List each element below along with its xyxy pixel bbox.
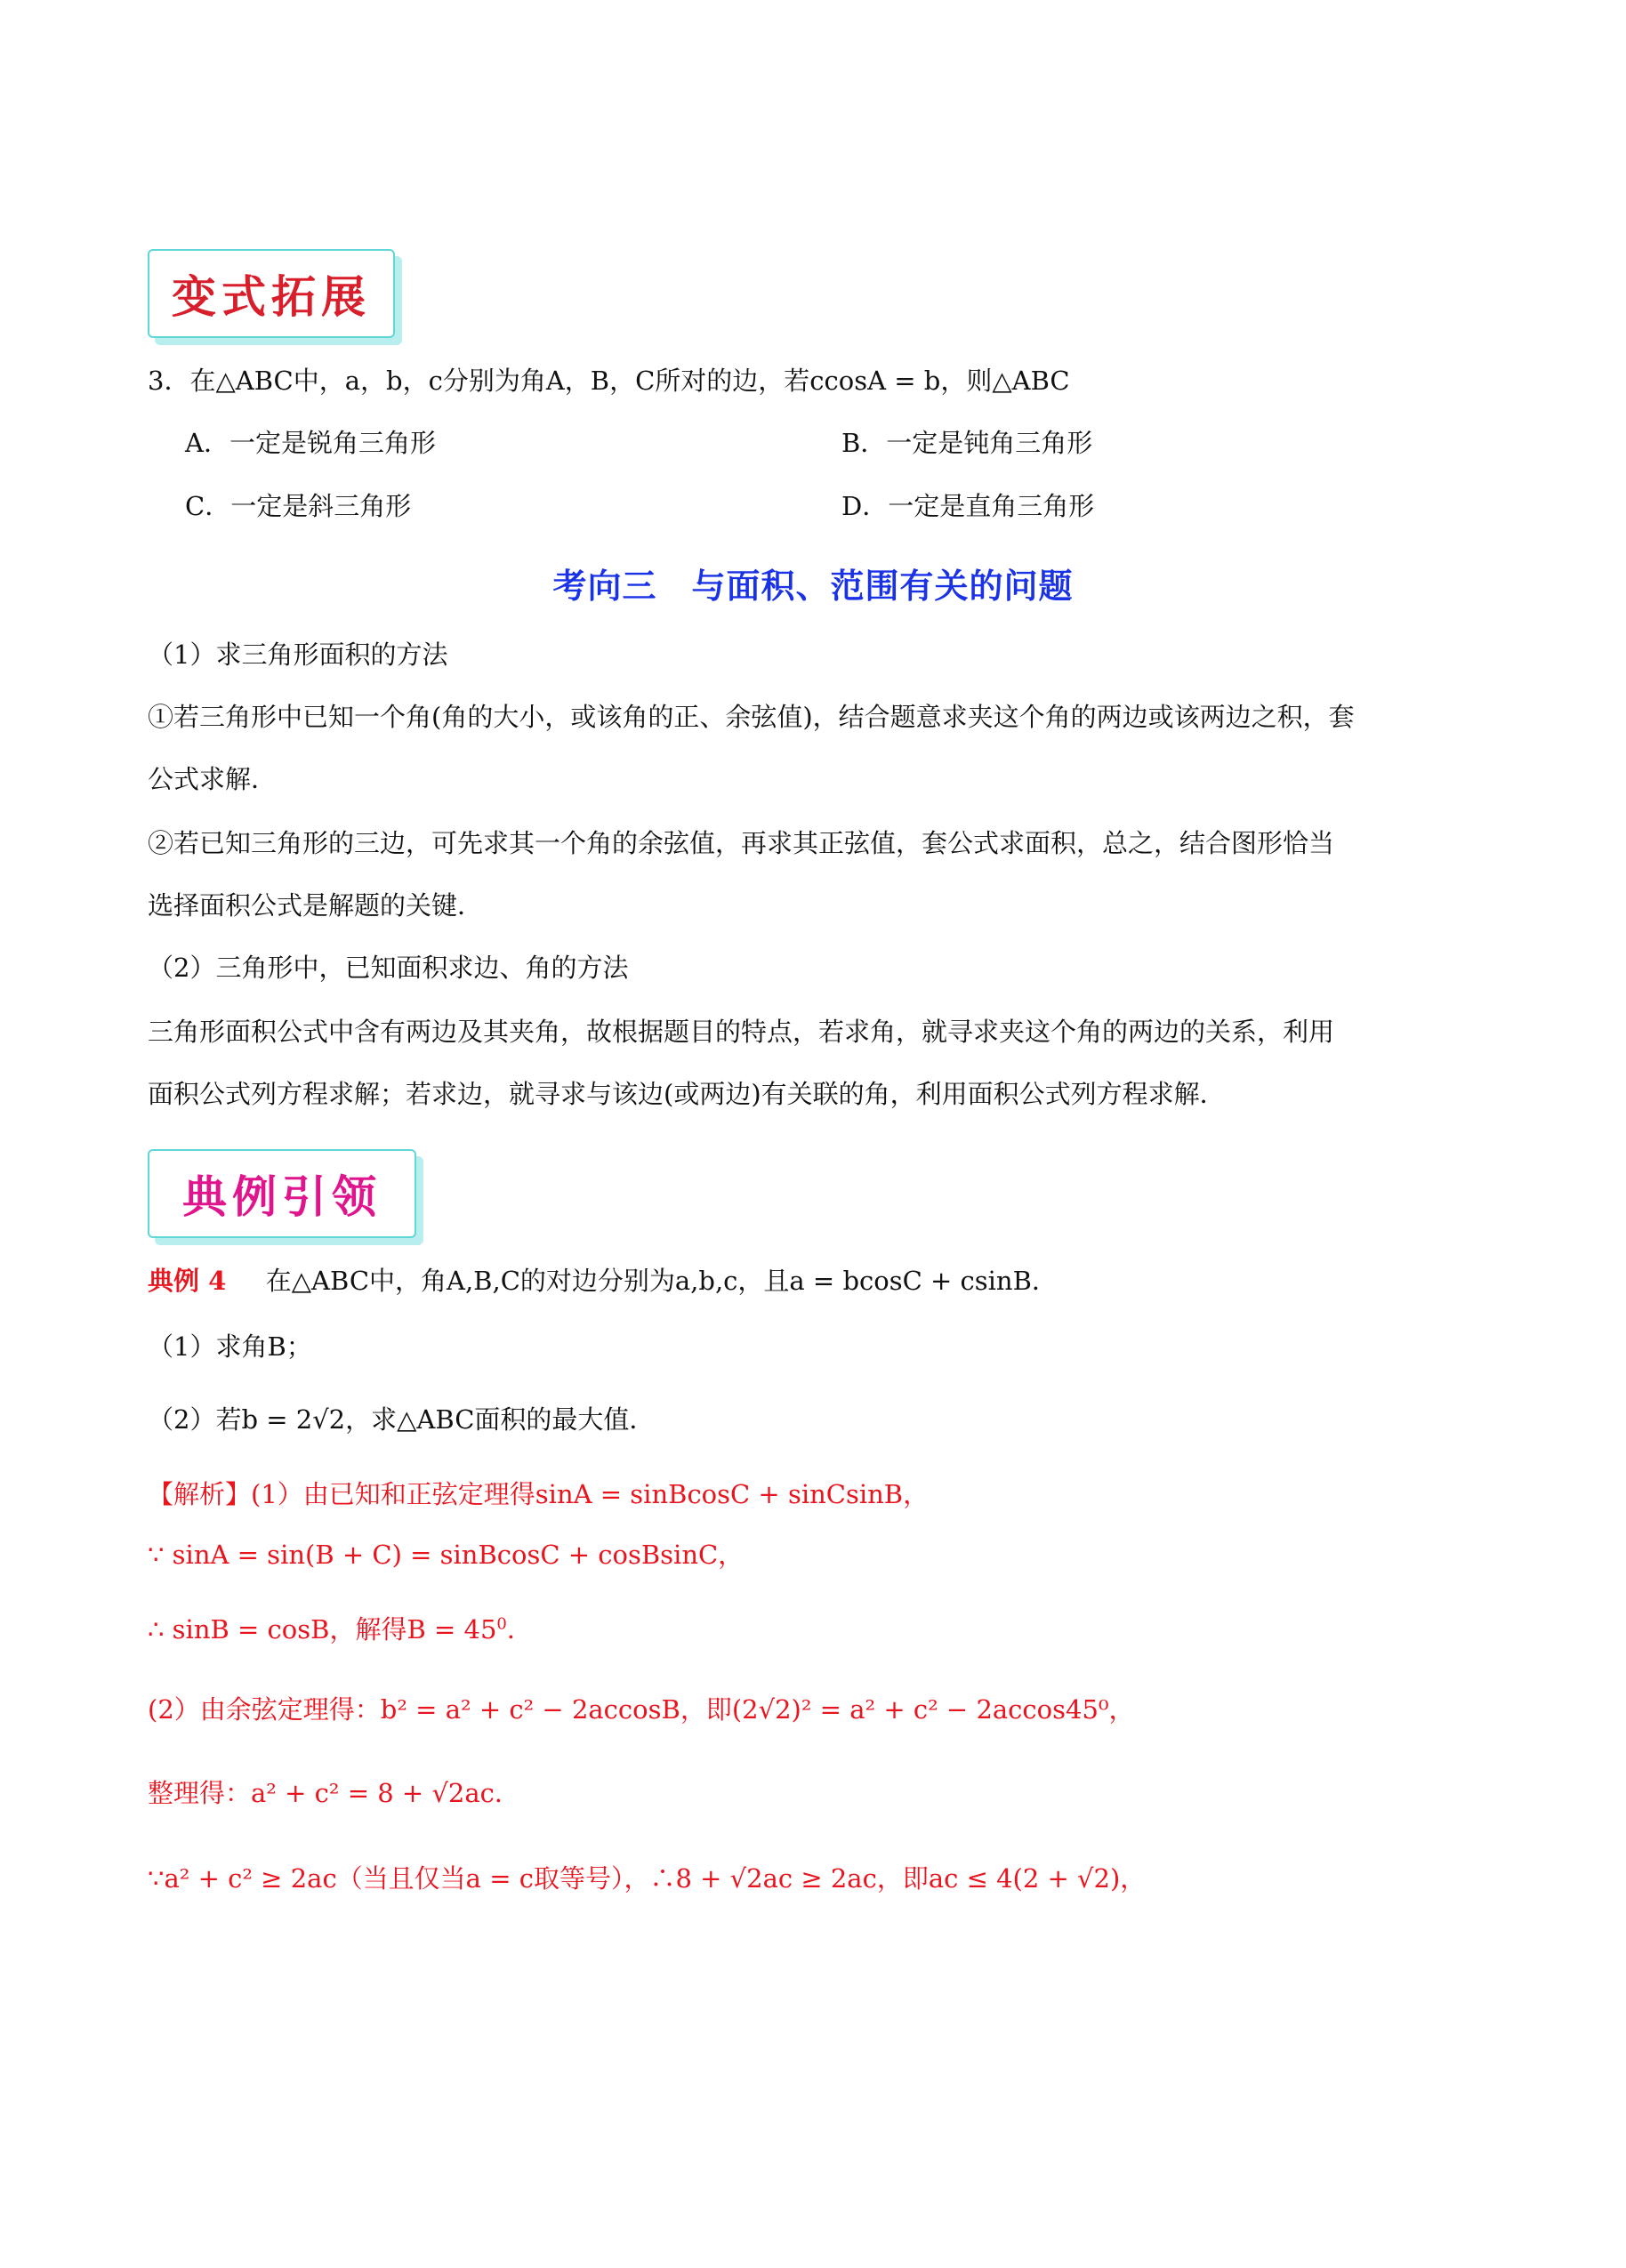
method-p1-line1: ①若三角形中已知一个角(角的大小，或该角的正、余弦值)，结合题意求夹这个角的两边或该两边之积，套 — [148, 702, 1355, 732]
method-p3-line1: 三角形面积公式中含有两边及其夹角，故根据题目的特点，若求角，就寻求夹这个角的两边的关系，利用 — [148, 1017, 1335, 1047]
method-p2-line2: 选择面积公式是解题的关键． — [148, 890, 484, 921]
solution-line6: ∵a² + c² ≥ 2ac（当且仅当a = c取等号），∴8 + √2ac ≥ 2ac，即ac ≤ 4(2 + √2)， — [148, 1863, 1147, 1894]
solution-l3-sup: 0 — [496, 1614, 507, 1634]
example4-stem-line — [148, 1263, 1058, 1299]
solution-l3-a: ∴ sinB = cosB，解得B = 45 — [148, 1614, 497, 1645]
example4-q1: （1）求角B； — [148, 1331, 312, 1362]
solution-line3 — [148, 1612, 533, 1647]
method-p1-line2: 公式求解． — [148, 764, 278, 794]
solution-line2: ∵ sinA = sin(B + C) = sinBcosC + cosBsinC， — [148, 1540, 745, 1570]
question3-option-d: D．一定是直角三角形 — [841, 491, 1095, 521]
example4-tag: 典例 4 — [148, 1266, 227, 1296]
question3-option-a: A．一定是锐角三角形 — [185, 428, 436, 458]
solution-l1: (1）由已知和正弦定理得sinA = sinBcosC + sinCsinB， — [251, 1479, 930, 1509]
badge-variation — [148, 249, 395, 338]
solution-l3-b: ． — [506, 1614, 533, 1645]
solution-tag: 【解析】 — [148, 1479, 252, 1509]
method-p2-line1: ②若已知三角形的三边，可先求其一个角的余弦值，再求其正弦值，套公式求面积，总之，结合图形恰当 — [148, 828, 1335, 858]
solution-line5: 整理得：a² + c² = 8 + √2ac． — [148, 1778, 520, 1808]
example4-q2: （2）若b = 2√2，求△ABC面积的最大值． — [148, 1404, 656, 1435]
method-p3-line2: 面积公式列方程求解；若求边，就寻求与该边(或两边)有关联的角，利用面积公式列方程求解． — [148, 1079, 1226, 1109]
badge-example — [148, 1149, 416, 1238]
question3-option-b: B．一定是钝角三角形 — [841, 428, 1093, 458]
solution-line1 — [148, 1476, 929, 1512]
question3-option-c: C．一定是斜三角形 — [185, 491, 412, 521]
badge-variation-text: 变式拓展 — [172, 271, 371, 323]
example4-stem: 在△ABC中，角A,B,C的对边分别为a,b,c，且a = bcosC + csinB． — [265, 1266, 1058, 1296]
question3-stem: 3．在△ABC中，a，b，c分别为角A，B，C所对的边，若ccosA = b，则△ABC — [148, 366, 1070, 396]
method-title-1: （1）求三角形面积的方法 — [148, 639, 448, 670]
badge-example-text: 典例引领 — [182, 1171, 382, 1223]
method-title-2: （2）三角形中，已知面积求边、角的方法 — [148, 953, 629, 983]
section-heading: 考向三 与面积、范围有关的问题 — [552, 567, 1074, 606]
solution-line4: (2）由余弦定理得：b² = a² + c² − 2accosB，即(2√2)² = a² + c² − 2accos45⁰， — [148, 1694, 1135, 1725]
